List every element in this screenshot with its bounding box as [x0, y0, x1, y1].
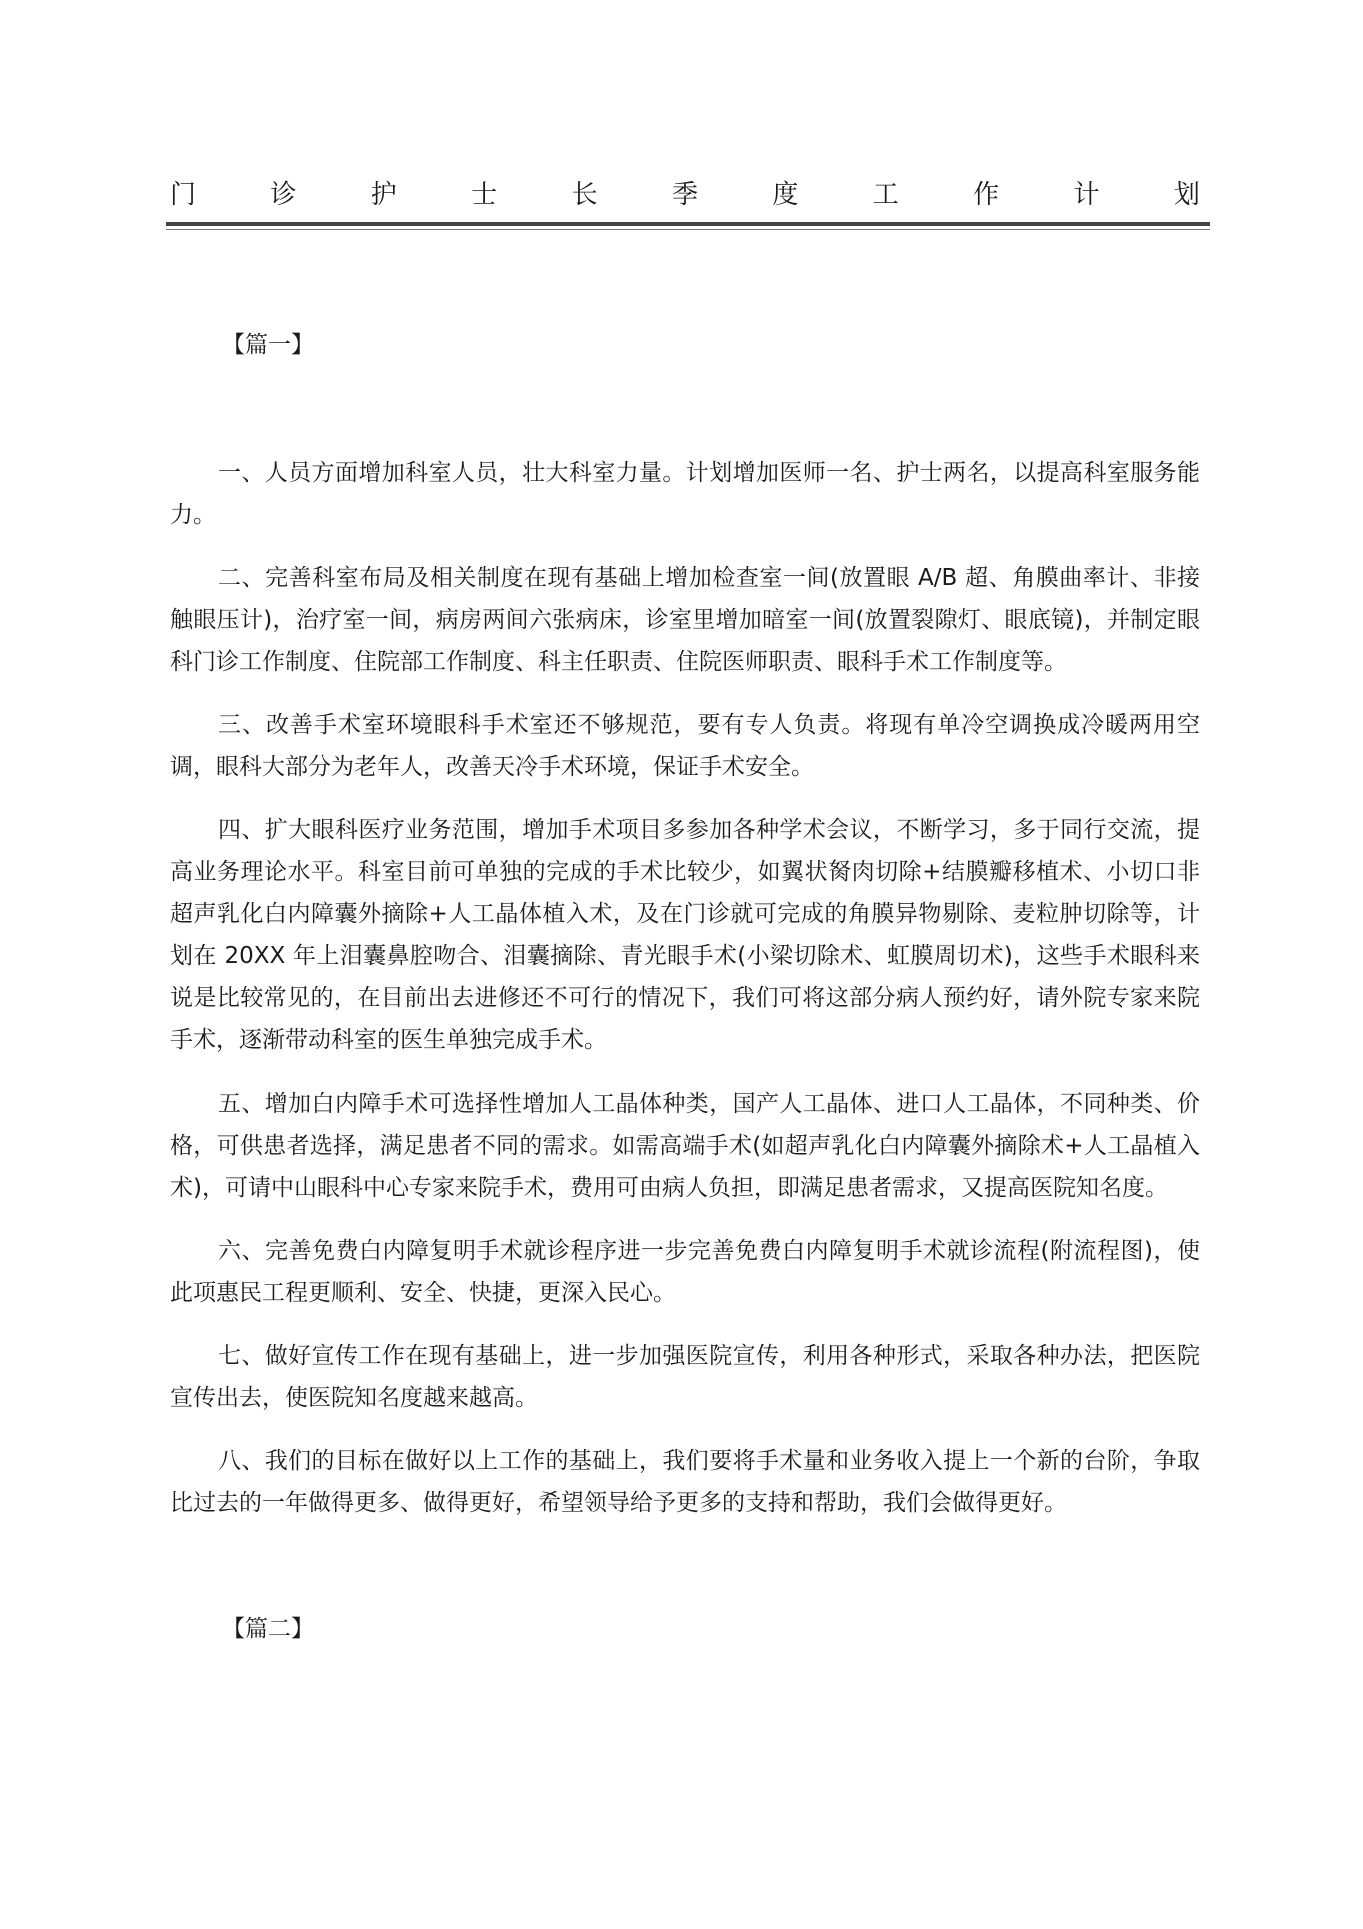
title-char: 计	[1073, 179, 1100, 210]
section-heading-2: 【篇二】	[222, 1616, 314, 1642]
title-char: 诊	[270, 179, 297, 210]
document-title	[170, 172, 1200, 212]
title-char: 门	[170, 179, 197, 210]
title-char: 季	[671, 179, 698, 210]
title-char: 长	[571, 179, 598, 210]
section-heading-1: 【篇一】	[222, 332, 314, 358]
paragraph-1: 一、人员方面增加科室人员，壮大科室力量。计划增加医师一名、护士两名，以提高科室服务能力。	[170, 460, 1200, 528]
paragraph-2: 二、完善科室布局及相关制度在现有基础上增加检查室一间(放置眼 A/B 超、角膜曲率计、非接触眼压计)，治疗室一间，病房两间六张病床，诊室里增加暗室一间(放置裂隙灯、眼底镜)，并制定眼科门诊工作制度、住院部工作制度、科主任职责、住院医师职责、眼科手术工作制度等。	[170, 565, 1200, 675]
title-char: 度	[772, 179, 799, 210]
paragraph-5: 五、增加白内障手术可选择性增加人工晶体种类，国产人工晶体、进口人工晶体，不同种类、价格，可供患者选择，满足患者不同的需求。如需高端手术(如超声乳化白内障囊外摘除术+人工晶植入术)，可请中山眼科中心专家来院手术，费用可由病人负担，即满足患者需求，又提高医院知名度。	[170, 1091, 1200, 1201]
title-char: 工	[872, 179, 899, 210]
title-divider-thin	[166, 229, 1210, 230]
paragraph-3: 三、改善手术室环境眼科手术室还不够规范，要有专人负责。将现有单冷空调换成冷暖两用空调，眼科大部分为老年人，改善天冷手术环境，保证手术安全。	[170, 712, 1200, 780]
title-char: 作	[973, 179, 1000, 210]
title-divider	[166, 222, 1210, 226]
paragraph-6: 六、完善免费白内障复明手术就诊程序进一步完善免费白内障复明手术就诊流程(附流程图)，使此项惠民工程更顺利、安全、快捷，更深入民心。	[170, 1238, 1200, 1306]
title-char: 士	[471, 179, 498, 210]
paragraph-7: 七、做好宣传工作在现有基础上，进一步加强医院宣传，利用各种形式，采取各种办法，把医院宣传出去，使医院知名度越来越高。	[170, 1343, 1200, 1411]
title-char: 划	[1173, 179, 1200, 210]
title-char: 护	[370, 179, 397, 210]
paragraph-4: 四、扩大眼科医疗业务范围，增加手术项目多参加各种学术会议，不断学习，多于同行交流，提高业务理论水平。科室目前可单独的完成的手术比较少，如翼状胬肉切除+结膜瓣移植术、小切口非超声乳化白内障囊外摘除+人工晶体植入术，及在门诊就可完成的角膜异物剔除、麦粒肿切除等，计划在 20XX 年上泪囊鼻腔吻合、泪囊摘除、青光眼手术(小梁切除术、虹膜周切术)，这些手术眼科来说是比较常见的，在目前出去进修还不可行的情况下，我们可将这部分病人预约好，请外院专家来院手术，逐渐带动科室的医生单独完成手术。	[170, 817, 1200, 1053]
paragraph-8: 八、我们的目标在做好以上工作的基础上，我们要将手术量和业务收入提上一个新的台阶，争取比过去的一年做得更多、做得更好，希望领导给予更多的支持和帮助，我们会做得更好。	[170, 1448, 1200, 1516]
